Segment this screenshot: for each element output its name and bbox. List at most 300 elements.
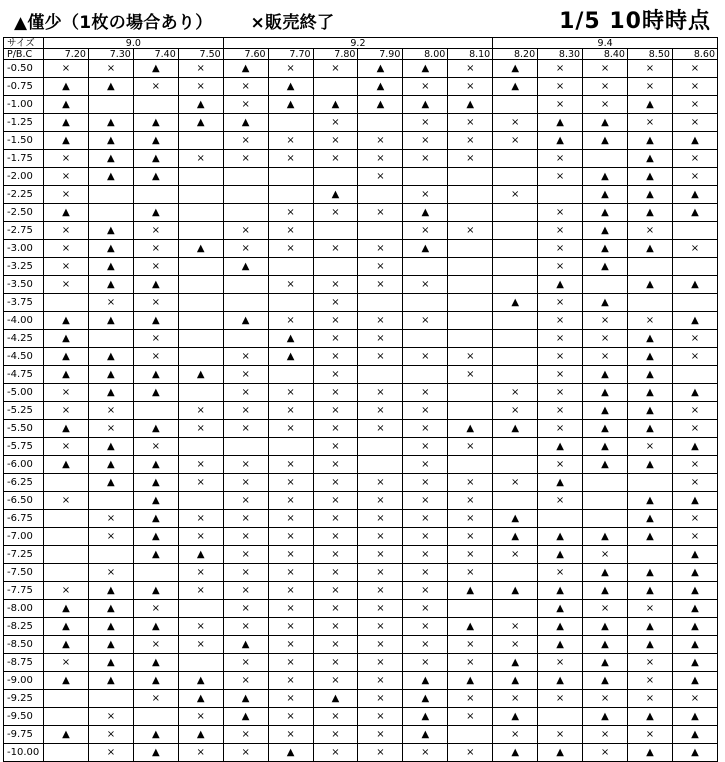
stock-cell: ×	[448, 744, 493, 762]
table-row	[4, 132, 718, 150]
stock-cell: ×	[223, 672, 268, 690]
stock-cell: ×	[178, 564, 223, 582]
stock-cell: ×	[448, 528, 493, 546]
stock-cell: ▲	[627, 348, 672, 366]
stock-cell	[493, 240, 538, 258]
stock-cell	[88, 492, 133, 510]
stock-cell: ×	[313, 636, 358, 654]
stock-cell: ×	[448, 132, 493, 150]
stock-cell	[178, 186, 223, 204]
stock-cell: ×	[538, 60, 583, 78]
power-label: -7.25	[4, 546, 44, 564]
stock-cell: ×	[133, 438, 178, 456]
stock-cell: ▲	[44, 672, 89, 690]
stock-cell: ▲	[88, 240, 133, 258]
stock-cell	[223, 276, 268, 294]
legend	[14, 8, 334, 33]
stock-cell: ▲	[583, 582, 628, 600]
stock-cell: ▲	[133, 276, 178, 294]
stock-cell: ×	[313, 384, 358, 402]
stock-cell: ×	[44, 402, 89, 420]
stock-cell: ▲	[583, 528, 628, 546]
stock-cell: ×	[133, 258, 178, 276]
stock-cell: ×	[268, 402, 313, 420]
stock-cell	[44, 510, 89, 528]
stock-cell: ×	[448, 114, 493, 132]
stock-cell: ×	[313, 438, 358, 456]
size-label: サイズ	[4, 38, 44, 49]
table-row	[4, 726, 718, 744]
stock-cell: ×	[358, 276, 403, 294]
stock-cell: ×	[223, 582, 268, 600]
stock-cell: ×	[133, 690, 178, 708]
stock-cell: ▲	[268, 348, 313, 366]
table-row	[4, 402, 718, 420]
stock-cell	[403, 258, 448, 276]
stock-cell	[223, 168, 268, 186]
stock-cell: ×	[672, 330, 717, 348]
stock-cell: ×	[88, 294, 133, 312]
stock-cell	[448, 240, 493, 258]
diameter-header: 9.4	[493, 38, 718, 49]
stock-cell: ×	[583, 60, 628, 78]
stock-cell: ▲	[583, 240, 628, 258]
stock-cell: ▲	[627, 420, 672, 438]
stock-cell: ▲	[672, 600, 717, 618]
stock-cell: ×	[672, 96, 717, 114]
stock-cell: ▲	[133, 582, 178, 600]
stock-cell: ×	[313, 528, 358, 546]
stock-cell: ×	[313, 726, 358, 744]
stock-cell: ▲	[88, 636, 133, 654]
stock-cell: ×	[313, 60, 358, 78]
stock-cell: ×	[403, 654, 448, 672]
stock-cell: ×	[358, 600, 403, 618]
stock-cell: ×	[538, 366, 583, 384]
stock-cell: ×	[44, 222, 89, 240]
stock-cell: ×	[313, 492, 358, 510]
table-row	[4, 420, 718, 438]
stock-cell: ▲	[88, 150, 133, 168]
power-label: -8.75	[4, 654, 44, 672]
table-row	[4, 510, 718, 528]
stock-cell: ×	[493, 186, 538, 204]
base-curve-header: 7.90	[358, 49, 403, 60]
stock-cell: ▲	[583, 402, 628, 420]
stock-cell: ×	[178, 150, 223, 168]
stock-cell	[448, 258, 493, 276]
stock-cell	[88, 546, 133, 564]
stock-cell: ×	[403, 618, 448, 636]
stock-cell: ▲	[178, 240, 223, 258]
stock-cell	[493, 456, 538, 474]
stock-cell: ▲	[627, 366, 672, 384]
stock-cell: ▲	[88, 672, 133, 690]
stock-cell: ▲	[223, 258, 268, 276]
stock-cell: ▲	[672, 564, 717, 582]
stock-cell	[627, 294, 672, 312]
stock-cell: ▲	[133, 654, 178, 672]
stock-cell: ×	[672, 402, 717, 420]
stock-cell	[448, 330, 493, 348]
stock-cell: ▲	[268, 96, 313, 114]
stock-cell: ▲	[88, 312, 133, 330]
stock-cell: ▲	[178, 726, 223, 744]
stock-cell: ×	[44, 60, 89, 78]
stock-cell: ▲	[448, 582, 493, 600]
stock-cell: ▲	[627, 402, 672, 420]
stock-cell	[493, 222, 538, 240]
stock-cell: ×	[178, 456, 223, 474]
stock-cell: ▲	[403, 240, 448, 258]
stock-cell: ×	[358, 420, 403, 438]
stock-cell: ▲	[538, 474, 583, 492]
stock-cell: ×	[223, 456, 268, 474]
stock-cell: ×	[448, 438, 493, 456]
stock-cell	[88, 330, 133, 348]
stock-cell	[493, 366, 538, 384]
stock-cell: ×	[358, 330, 403, 348]
stock-cell: ▲	[178, 546, 223, 564]
stock-cell: ×	[403, 528, 448, 546]
power-label: -6.25	[4, 474, 44, 492]
stock-cell: ×	[44, 240, 89, 258]
stock-cell: ×	[358, 312, 403, 330]
stock-cell: ▲	[583, 456, 628, 474]
stock-cell	[178, 222, 223, 240]
stock-cell: ×	[672, 168, 717, 186]
stock-cell: ×	[358, 492, 403, 510]
stock-cell: ×	[223, 240, 268, 258]
stock-cell: ▲	[133, 744, 178, 762]
stock-cell	[44, 708, 89, 726]
stock-cell	[583, 150, 628, 168]
stock-cell: ×	[538, 492, 583, 510]
stock-cell: ▲	[672, 654, 717, 672]
stock-cell	[493, 150, 538, 168]
stock-cell	[448, 168, 493, 186]
stock-cell	[313, 258, 358, 276]
stock-cell: ×	[223, 744, 268, 762]
stock-cell: ×	[358, 384, 403, 402]
stock-cell: ×	[268, 672, 313, 690]
power-label: -5.75	[4, 438, 44, 456]
stock-cell: ▲	[44, 636, 89, 654]
power-label: -4.50	[4, 348, 44, 366]
table-row	[4, 492, 718, 510]
stock-cell: ×	[627, 114, 672, 132]
base-curve-header: 8.10	[448, 49, 493, 60]
stock-cell: ▲	[178, 114, 223, 132]
base-curve-header: 7.40	[133, 49, 178, 60]
table-row	[4, 654, 718, 672]
stock-cell	[133, 564, 178, 582]
stock-cell	[268, 186, 313, 204]
stock-cell: ×	[538, 654, 583, 672]
stock-cell: ×	[313, 204, 358, 222]
stock-cell: ▲	[133, 366, 178, 384]
stock-cell: ×	[313, 114, 358, 132]
stock-cell	[268, 294, 313, 312]
stock-cell: ▲	[672, 582, 717, 600]
stock-cell: ▲	[223, 114, 268, 132]
stock-cell: ▲	[44, 726, 89, 744]
legend-scarce: ▲僅少（1枚の場合あり）	[14, 13, 213, 33]
stock-cell: ▲	[88, 348, 133, 366]
stock-cell: ▲	[88, 168, 133, 186]
stock-cell: ×	[358, 402, 403, 420]
stock-cell	[268, 366, 313, 384]
stock-cell: ×	[403, 276, 448, 294]
stock-cell: ×	[403, 312, 448, 330]
power-label: -3.25	[4, 258, 44, 276]
stock-cell: ×	[313, 744, 358, 762]
stock-cell: ▲	[403, 726, 448, 744]
stock-cell: ▲	[448, 672, 493, 690]
stock-cell: ×	[358, 690, 403, 708]
stock-cell	[44, 564, 89, 582]
stock-cell	[583, 474, 628, 492]
stock-cell: ×	[358, 636, 403, 654]
base-curve-header: 7.50	[178, 49, 223, 60]
stock-cell	[88, 204, 133, 222]
stock-cell	[627, 546, 672, 564]
stock-cell: ×	[44, 582, 89, 600]
stock-cell: ×	[358, 654, 403, 672]
stock-cell: ×	[358, 204, 403, 222]
stock-cell: ×	[583, 690, 628, 708]
stock-cell: ▲	[88, 132, 133, 150]
stock-cell: ▲	[493, 528, 538, 546]
stock-cell: ▲	[403, 204, 448, 222]
stock-cell: ×	[538, 690, 583, 708]
stock-cell: ×	[493, 474, 538, 492]
stock-cell: ×	[538, 312, 583, 330]
stock-cell: ×	[223, 492, 268, 510]
power-label: -7.75	[4, 582, 44, 600]
power-label: -0.75	[4, 78, 44, 96]
stock-cell: ▲	[493, 708, 538, 726]
stock-cell: ×	[268, 276, 313, 294]
stock-cell	[538, 708, 583, 726]
stock-cell: ×	[538, 222, 583, 240]
stock-cell: ×	[448, 222, 493, 240]
stock-cell: ×	[672, 240, 717, 258]
stock-cell: ×	[223, 366, 268, 384]
stock-cell	[583, 510, 628, 528]
stock-cell: ×	[448, 690, 493, 708]
table-row	[4, 348, 718, 366]
stock-cell: ▲	[133, 204, 178, 222]
stock-cell: ▲	[627, 708, 672, 726]
stock-cell: ×	[313, 708, 358, 726]
stock-cell: ▲	[493, 510, 538, 528]
power-label: -5.50	[4, 420, 44, 438]
stock-cell: ▲	[583, 132, 628, 150]
stock-cell: ×	[88, 726, 133, 744]
stock-cell: ▲	[133, 60, 178, 78]
stock-cell	[358, 438, 403, 456]
stock-cell	[493, 168, 538, 186]
power-label: -9.50	[4, 708, 44, 726]
stock-cell: ▲	[88, 114, 133, 132]
stock-cell: ×	[627, 690, 672, 708]
stock-cell: ×	[672, 456, 717, 474]
stock-cell: ×	[538, 258, 583, 276]
stock-cell: ×	[493, 636, 538, 654]
stock-cell: ×	[223, 546, 268, 564]
stock-cell	[268, 114, 313, 132]
stock-cell	[672, 258, 717, 276]
stock-cell: ▲	[583, 294, 628, 312]
power-label: -2.50	[4, 204, 44, 222]
stock-cell: ▲	[88, 78, 133, 96]
stock-cell: ×	[538, 726, 583, 744]
table-row	[4, 168, 718, 186]
stock-cell: ×	[493, 384, 538, 402]
stock-cell: ×	[672, 114, 717, 132]
stock-cell: ▲	[493, 420, 538, 438]
stock-cell	[178, 330, 223, 348]
stock-cell: ×	[313, 150, 358, 168]
stock-cell	[178, 438, 223, 456]
power-label: -7.00	[4, 528, 44, 546]
stock-cell: ▲	[583, 618, 628, 636]
stock-cell: ×	[268, 564, 313, 582]
stock-cell: ×	[672, 420, 717, 438]
table-row	[4, 294, 718, 312]
header-row-curve	[4, 49, 718, 60]
stock-cell: ×	[133, 600, 178, 618]
stock-cell: ▲	[44, 312, 89, 330]
stock-cell: ×	[268, 618, 313, 636]
stock-cell: ▲	[133, 150, 178, 168]
stock-cell: ×	[403, 600, 448, 618]
stock-cell: ×	[583, 96, 628, 114]
stock-cell: ×	[672, 150, 717, 168]
stock-cell	[493, 348, 538, 366]
stock-cell: ▲	[627, 582, 672, 600]
table-row	[4, 438, 718, 456]
stock-cell: ×	[358, 672, 403, 690]
stock-cell: ×	[313, 420, 358, 438]
stock-cell: ×	[133, 222, 178, 240]
stock-cell: ▲	[403, 60, 448, 78]
stock-cell: ×	[448, 546, 493, 564]
stock-cell: ×	[538, 96, 583, 114]
stock-cell: ▲	[88, 456, 133, 474]
base-curve-header: 8.30	[538, 49, 583, 60]
stock-cell	[672, 222, 717, 240]
stock-cell: ▲	[538, 582, 583, 600]
stock-cell	[88, 690, 133, 708]
stock-cell: ×	[493, 726, 538, 744]
stock-cell: ▲	[44, 618, 89, 636]
stock-cell: ▲	[178, 690, 223, 708]
stock-cell: ▲	[493, 582, 538, 600]
stock-cell: ▲	[88, 222, 133, 240]
stock-cell: ▲	[133, 114, 178, 132]
stock-cell	[493, 276, 538, 294]
stock-cell	[178, 654, 223, 672]
stock-cell: ×	[44, 276, 89, 294]
stock-cell: ×	[88, 708, 133, 726]
stock-cell: ×	[627, 654, 672, 672]
stock-cell: ▲	[627, 636, 672, 654]
stock-cell	[178, 600, 223, 618]
stock-cell: ▲	[44, 204, 89, 222]
stock-cell: ▲	[583, 186, 628, 204]
stock-cell: ▲	[672, 708, 717, 726]
stock-cell: ×	[268, 456, 313, 474]
stock-cell	[223, 186, 268, 204]
stock-cell: ▲	[627, 96, 672, 114]
stock-cell: ×	[358, 726, 403, 744]
stock-cell: ▲	[538, 600, 583, 618]
stock-cell: ×	[88, 60, 133, 78]
stock-cell: ▲	[133, 726, 178, 744]
stock-cell: ×	[268, 420, 313, 438]
stock-cell	[133, 708, 178, 726]
stock-cell	[223, 330, 268, 348]
base-curve-header: 7.30	[88, 49, 133, 60]
stock-cell: ×	[672, 78, 717, 96]
stock-cell: ▲	[583, 384, 628, 402]
stock-cell	[493, 564, 538, 582]
power-label: -8.00	[4, 600, 44, 618]
stock-cell: ×	[44, 438, 89, 456]
stock-cell: ×	[313, 402, 358, 420]
stock-cell: ×	[538, 150, 583, 168]
stock-cell: ▲	[88, 438, 133, 456]
stock-cell: ×	[313, 672, 358, 690]
stock-cell: ×	[403, 744, 448, 762]
stock-cell: ×	[223, 726, 268, 744]
stock-cell: ▲	[672, 276, 717, 294]
stock-cell: ×	[313, 132, 358, 150]
stock-cell: ▲	[403, 672, 448, 690]
stock-cell: ▲	[672, 744, 717, 762]
stock-cell: ▲	[627, 528, 672, 546]
stock-cell: ×	[583, 330, 628, 348]
stock-cell: ×	[358, 132, 403, 150]
stock-cell: ▲	[133, 132, 178, 150]
stock-cell	[448, 312, 493, 330]
power-label: -4.00	[4, 312, 44, 330]
stock-cell	[178, 168, 223, 186]
stock-cell: ×	[268, 546, 313, 564]
stock-cell	[493, 330, 538, 348]
stock-cell: ×	[627, 78, 672, 96]
stock-cell	[178, 276, 223, 294]
stock-cell: ▲	[403, 96, 448, 114]
stock-cell: ▲	[538, 132, 583, 150]
stock-cell: ▲	[672, 636, 717, 654]
stock-cell: ▲	[313, 690, 358, 708]
stock-cell: ×	[583, 726, 628, 744]
stock-cell: ▲	[627, 384, 672, 402]
stock-cell: ▲	[448, 618, 493, 636]
stock-cell: ×	[403, 348, 448, 366]
stock-cell: ×	[403, 186, 448, 204]
stock-cell	[268, 258, 313, 276]
stock-cell: ×	[178, 528, 223, 546]
stock-cell	[358, 186, 403, 204]
stock-cell: ▲	[672, 312, 717, 330]
stock-cell	[583, 276, 628, 294]
stock-cell: ▲	[88, 618, 133, 636]
stock-cell: ×	[672, 474, 717, 492]
